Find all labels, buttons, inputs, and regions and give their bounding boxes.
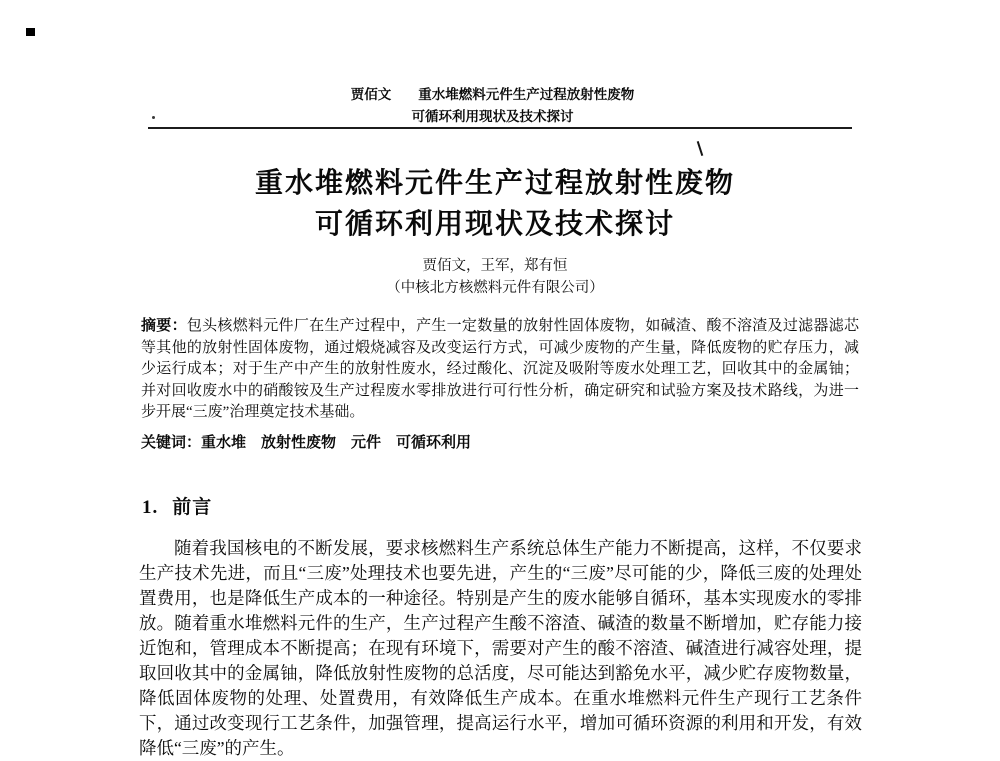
paper-title [0,163,990,245]
scan-artifact-square [26,28,35,36]
abstract-text: 包头核燃料元件厂在生产过程中，产生一定数量的放射性固体废物，如碱渣、酸不溶渣及过滤器滤芯等其他的放射性固体废物，通过煅烧减容及改变运行方式，可减少废物的产生量，降低废物的贮存压力，减少运行成本；对于生产中产生的放射性废水，经过酸化、沉淀及吸附等废水处理工艺，回收其中的金属铀；并对回收废水中的硝酸铵及生产过程废水零排放进行可行性分析，确定研究和试验方案及技术路线，为进一步开展“三废”治理奠定技术基础。 [141,318,859,420]
header-rule [148,127,852,129]
abstract-block [141,316,859,454]
running-header-line1: 贾佰文 重水堆燃料元件生产过程放射性废物 [350,87,635,102]
section-heading [142,492,212,519]
section-paragraph: 随着我国核电的不断发展，要求核燃料生产系统总体生产能力不断提高，这样，不仅要求生产技术先进，而且“三废”处理技术也要先进，产生的“三废”尽可能的少，降低三废的处理处置费用，也是降低生产成本的一种途径。特别是产生的废水能够自循环，基本实现废水的零排放。随着重水堆燃料元件的生产，生产过程产生酸不溶渣、碱渣的数量不断增加，贮存能力接近饱和，管理成本不断提高；在现有环境下，需要对产生的酸不溶渣、碱渣进行减容处理，提取回收其中的金属铀，降低放射性废物的总活度，尽可能达到豁免水平，减少贮存废物数量，降低固体废物的处理、处置费用，有效降低生产成本。在重水堆燃料元件生产现行工艺条件下，通过改变现行工艺条件，加强管理，提高运行水平，增加可循环资源的利用和开发，有效降低“三废”的产生。 [139,538,862,758]
paper-title-line2: 可循环利用现状及技术探讨 [314,209,675,240]
byline [0,255,990,299]
abstract-paragraph [141,316,859,424]
keywords-line [141,433,859,455]
running-header-line2: 可循环利用现状及技术探讨 [411,109,574,124]
section-title: 前言 [172,497,213,518]
scan-artifact-slash [697,141,704,156]
paper-title-line1: 重水堆燃料元件生产过程放射性废物 [254,168,735,199]
running-header [0,84,985,128]
affiliation: （中核北方核燃料元件有限公司） [386,280,604,296]
abstract-label: 摘要： [141,318,187,334]
section-number: 1. [142,497,159,518]
authors: 贾佰文，王军，郑有恒 [422,258,568,274]
keywords-label: 关键词： [141,434,202,451]
keywords-text: 重水堆 放射性废物 元件 可循环利用 [201,434,472,451]
